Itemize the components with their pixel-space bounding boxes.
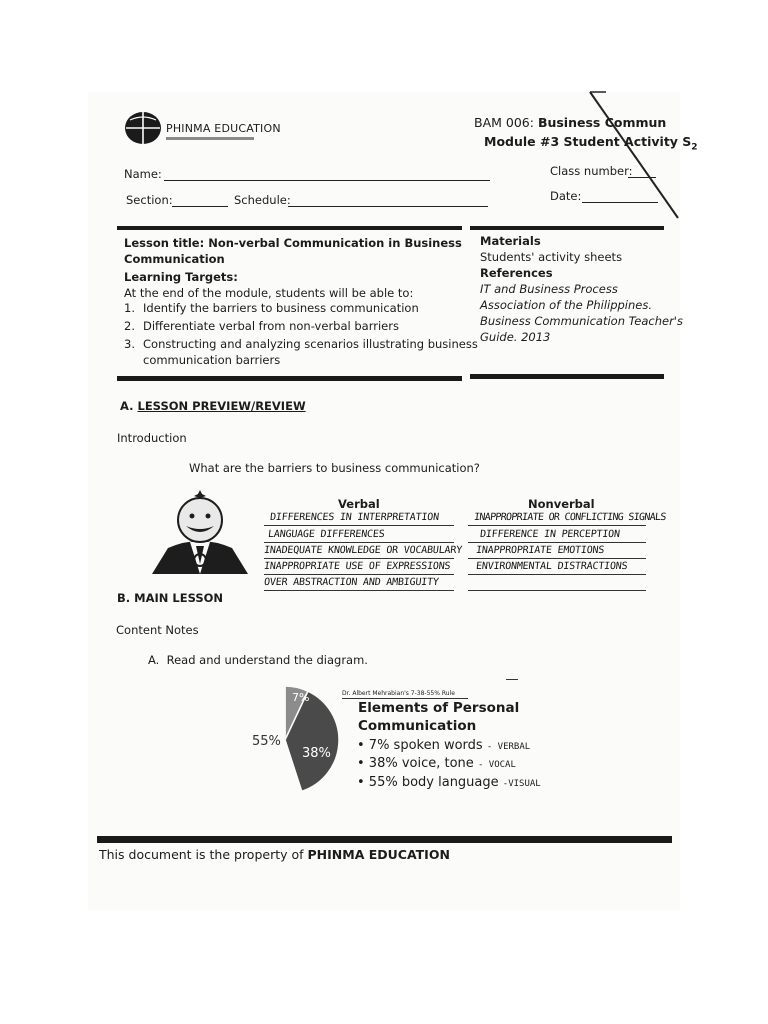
verbal-answer: INADEQUATE KNOWLEDGE OR VOCABULARY xyxy=(263,545,463,556)
bullet-handwritten-note: -VISUAL xyxy=(502,779,541,789)
brand-name: PHINMA EDUCATION xyxy=(166,122,281,135)
section-b-heading: B. MAIN LESSON xyxy=(117,591,224,605)
verbal-heading: Verbal xyxy=(338,497,380,511)
target-item xyxy=(124,300,419,316)
diagram-source: Dr. Albert Mehrabian's 7-38-55% Rule xyxy=(342,690,455,697)
nonverbal-answer: INAPPROPRIATE EMOTIONS xyxy=(475,545,605,556)
references-heading: References xyxy=(480,266,553,280)
class-number-label: Class number: xyxy=(550,164,633,178)
name-field[interactable] xyxy=(164,180,490,181)
lesson-title: Lesson title: Non-verbal Communication in Business xyxy=(124,236,462,250)
diagram-bullet xyxy=(357,775,541,790)
bullet-handwritten-note: - VERBAL xyxy=(486,742,531,752)
materials-heading: Materials xyxy=(480,234,541,248)
footer-brand: PHINMA EDUCATION xyxy=(307,847,450,862)
bullet-text: • 38% voice, tone xyxy=(357,756,474,771)
lesson-box-bottom-rule xyxy=(117,376,462,381)
phinma-logo-icon xyxy=(124,110,164,146)
schedule-field[interactable] xyxy=(288,206,488,207)
section-a-title: LESSON PREVIEW/REVIEW xyxy=(137,399,306,413)
page-corner-fold xyxy=(586,86,686,226)
materials-box-bottom-rule xyxy=(470,374,664,379)
diagram-title-continued: Communication xyxy=(358,718,477,734)
footer-prefix: This document is the property of xyxy=(99,847,308,862)
cartoon-teacher-illustration xyxy=(150,490,250,576)
verbal-answer-line[interactable] xyxy=(264,525,454,526)
learning-targets-heading: Learning Targets: xyxy=(124,270,238,284)
verbal-answer: OVER ABSTRACTION AND AMBIGUITY xyxy=(263,577,440,588)
nonverbal-heading: Nonverbal xyxy=(528,497,595,511)
date-field[interactable] xyxy=(582,202,658,203)
section-field[interactable] xyxy=(172,206,228,207)
nonverbal-answer: DIFFERENCE IN PERCEPTION xyxy=(479,529,621,540)
target-number: 2. xyxy=(124,319,135,333)
reference-line: Guide. 2013 xyxy=(480,330,551,344)
footer-rule xyxy=(97,836,672,843)
reference-line: IT and Business Process xyxy=(480,282,618,296)
nonverbal-answer: ENVIRONMENTAL DISTRACTIONS xyxy=(475,561,628,572)
bullet-text: • 55% body language xyxy=(357,775,499,790)
materials-text: Students' activity sheets xyxy=(480,250,623,264)
reference-line: Business Communication Teacher's xyxy=(480,314,683,328)
verbal-answer-line[interactable] xyxy=(264,574,454,575)
bullet-handwritten-note: - VOCAL xyxy=(477,760,516,770)
target-item xyxy=(124,336,478,352)
materials-box-top-rule xyxy=(470,226,664,230)
intro-question: What are the barriers to business communication? xyxy=(189,461,480,475)
verbal-answer-line[interactable] xyxy=(264,590,454,591)
schedule-label: Schedule: xyxy=(234,193,291,207)
target-item xyxy=(124,318,399,334)
learning-targets-intro: At the end of the module, students will be able to: xyxy=(124,286,414,300)
verbal-answer: INAPPROPRIATE USE OF EXPRESSIONS xyxy=(263,561,451,572)
module-suffix: 2 xyxy=(691,142,698,153)
pie-label-body-language: 55% xyxy=(252,734,281,749)
diagram-bullet xyxy=(357,738,530,753)
diagram-title: Elements of Personal xyxy=(358,700,520,716)
introduction-label: Introduction xyxy=(117,431,187,445)
nonverbal-answer-line[interactable] xyxy=(468,590,646,591)
target-text: Constructing and analyzing scenarios illustrating business xyxy=(143,337,478,351)
course-title xyxy=(474,115,666,130)
bullet-text: • 7% spoken words xyxy=(357,738,483,753)
pie-label-voice-tone: 38% xyxy=(302,746,331,761)
stray-mark xyxy=(506,679,518,680)
footer-text xyxy=(99,847,450,862)
reference-line: Association of the Philippines. xyxy=(480,298,653,312)
diagram-source-rule xyxy=(342,698,468,699)
brand-tagline xyxy=(166,137,254,140)
pie-label-spoken-words: 7% xyxy=(292,691,310,704)
course-code: BAM 006: xyxy=(474,115,538,130)
section-a-letter: A. xyxy=(120,399,134,413)
section-a-heading xyxy=(120,399,306,413)
module-label: Module #3 Student Activity S xyxy=(484,134,692,149)
course-name: Business Commun xyxy=(537,115,667,130)
diagram-bullet xyxy=(357,756,516,771)
module-title xyxy=(484,134,698,153)
verbal-answer: LANGUAGE DIFFERENCES xyxy=(267,529,385,540)
section-label: Section: xyxy=(126,193,173,207)
lesson-box-top-rule xyxy=(117,226,462,230)
verbal-answer-line[interactable] xyxy=(264,542,454,543)
target-text-continued: communication barriers xyxy=(143,353,281,367)
nonverbal-answer: INAPPROPRIATE OR CONFLICTING SIGNALS xyxy=(473,512,667,523)
verbal-answer-line[interactable] xyxy=(264,558,454,559)
date-label: Date: xyxy=(550,189,582,203)
target-text: Differentiate verbal from non-verbal barriers xyxy=(143,319,399,333)
target-text: Identify the barriers to business communication xyxy=(143,301,419,315)
target-number: 3. xyxy=(124,337,135,351)
class-number-field[interactable] xyxy=(628,177,656,178)
lesson-title-continued: Communication xyxy=(124,252,225,266)
verbal-answer: DIFFERENCES IN INTERPRETATION xyxy=(269,512,440,523)
nonverbal-answer-line[interactable] xyxy=(468,574,646,575)
name-label: Name: xyxy=(124,167,162,181)
nonverbal-answer-line[interactable] xyxy=(468,558,646,559)
nonverbal-answer-line[interactable] xyxy=(468,525,646,526)
target-number: 1. xyxy=(124,301,135,315)
content-notes-label: Content Notes xyxy=(116,623,199,637)
nonverbal-answer-line[interactable] xyxy=(468,542,646,543)
diagram-instruction: A. Read and understand the diagram. xyxy=(148,653,368,667)
